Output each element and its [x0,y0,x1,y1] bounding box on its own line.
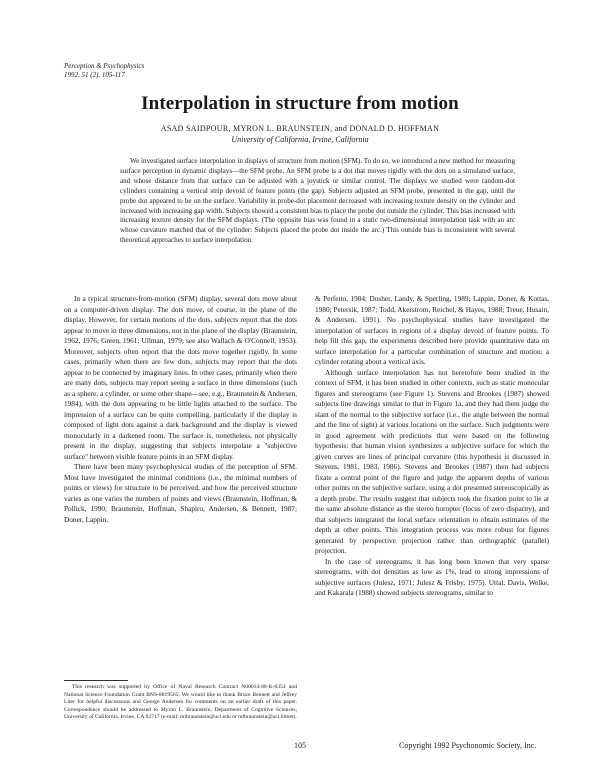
body-column-left [64,294,297,525]
copyright-notice: Copyright 1992 Psychonomic Society, Inc. [399,741,537,750]
article-authors: ASAD SAIDPOUR, MYRON L. BRAUNSTEIN, and DONALD D. HOFFMAN [160,124,440,133]
body-paragraph: & Perfetto, 1984; Dosher, Landy, & Sperling, 1989; Lappin, Doner, & Kottas, 1980; Petersik, 1987; Todd, Akerstrom, Reichel, & Hayes, 1988; Treue, Husain, & Andersen, 1991). No psychophysical studies have investigated the interpolation of surfaces in regions of a display devoid of feature points. To help fill this gap, the experiments described here provide quantitative data on surface interpolation for a particular combination of structure and motion: a cylinder rotating about a vertical axis. [315,294,549,366]
body-column-right [315,294,549,599]
journal-citation: 1992, 51 (2), 105-117 [64,71,125,79]
footnote: This research was supported by Office of Naval Research Contract N00014-88-K-0354 and National Science Foundation Grant BNS-8819565. We would like to thank Bruce Bennett and Jeffrey Liter for helpful discussions and George Andersen for comments on an earlier draft of this paper. Correspondence should be addressed to Myron L. Braunstein, Department of Cognitive Sciences, University of California, Irvine, CA 92717 (e-mail: mlbraunstein@uci.edu or mlbraunstein@uci.bitnet). [64,684,297,720]
page-number: 105 [294,741,306,750]
author-affiliation: University of California, Irvine, California [231,135,369,144]
journal-name: Perception & Psychophysics [64,62,145,70]
footnote-divider [64,680,128,681]
body-paragraph: In a typical structure-from-motion (SFM) display, several dots move about on a computer-driven display. The dots move, of course, in the plane of the display. However, for certain motions of the dots, subjects report that the dots appear to move in three dimensions, not in the plane of the display (Braunstein, 1962, 1976; Green, 1961; Ullman, 1979; see also Wallach & O'Connell, 1953). Moreover, subjects often report that the dots move together rigidly. In some cases, primarily when there are few dots, subjects may report that the dots appear to be connected by imaginary lines. In other cases, primarily when there are many dots, subjects may report seeing a surface in three dimensions (such as a sphere, a cylinder, or some other shape—see, e.g., Braunstein & Andersen, 1984), with the dots appearing to be little lights attached to the surface. The impression of a surface can be quite compelling, particularly if the display is composed of light dots against a dark background and the display is viewed monocularly in a darkened room. The surface is, nonetheless, not physically present in the display, suggesting that subjects interpolate a "subjective surface" between visible feature points in an SFM display. [64,294,297,461]
body-paragraph: Although surface interpolation has not heretofore been studied in the context of SFM, it has been studied in other contexts, such as static monocular figures and stereograms (see Figure 1). Stevens and Brookes (1987) showed subjects line drawings similar to that in Figure 1a, and they had them judge the slant of the normal to the subjective surface (i.e., the angle between the normal and the line of sight) at various locations on the surface. Such judgments were in good agreement with predictions that were based on the following hypothesis: that human vision synthesizes a subjective surface for which the given curves are lines of principal curvature (this hypothesis is discussed in Stevens, 1981, 1983, 1986). Stevens and Brookes (1987) then had subjects fixate a central point of the figure and judge the apparent depths of various other points on the subjective surface, using a dot presented stereoscopically as a depth probe. The results suggest that subjects took the fixation point to lie at the same absolute distance as the stereo horopter (locus of zero disparity), and that subjects integrated the local surface orientation to obtain estimates of the depth at other points. This integration process was more robust for figures generated by perspective projection rather than orthographic (parallel) projection. [315,367,549,555]
abstract: We investigated surface interpolation in displays of structure from motion (SFM). To do so, we introduced a new method for measuring surface perception in dynamic displays—the SFM probe. An SFM probe is a dot that moves rigidly with the dots on a simulated surface, and whose distance from that surface can be adjusted with a joystick or similar control. The displays we studied were random-dot cylinders containing a vertical strip devoid of feature points (the gap). Subjects adjusted an SFM probe, presented in the gap, until the probe dot appeared to be on the surface. Variability in probe-dot placement decreased with increasing texture density on the cylinder and increased with increasing gap width. Subjects showed a consistent bias to place the probe dot outside the cylinder. This bias increased with increasing texture density for the SFM displays. (The opposite bias was found in a static two-dimensional interpolation task with an arc whose curvature matched that of the cylinder: Subjects placed the probe dot inside the arc.) This outside bias is inconsistent with several theoretical approaches to surface interpolation. [120,157,515,245]
body-paragraph: In the case of stereograms, it has long been known that very sparse stereograms, with dot densities as low as 1%, lead to strong impressions of subjective surfaces (Julesz, 1971; Julesz & Frisby, 1975). Uttal, Davis, Welke, and Kakarala (1988) showed subjects stereograms, similar to [315,556,549,597]
body-paragraph: There have been many psychophysical studies of the perception of SFM. Most have investigated the minimal conditions (i.e., the minimal numbers of points or views) for structure to be perceived, and how the perceived structure varies as one varies the numbers of points and views (Braunstein, Hoffman, & Pollick, 1990; Braunstein, Hoffman, Shapiro, Andersen, & Bennett, 1987; Doner, Lappin, [64,462,297,524]
article-title: Interpolation in structure from motion [141,93,459,114]
journal-header [64,62,144,80]
